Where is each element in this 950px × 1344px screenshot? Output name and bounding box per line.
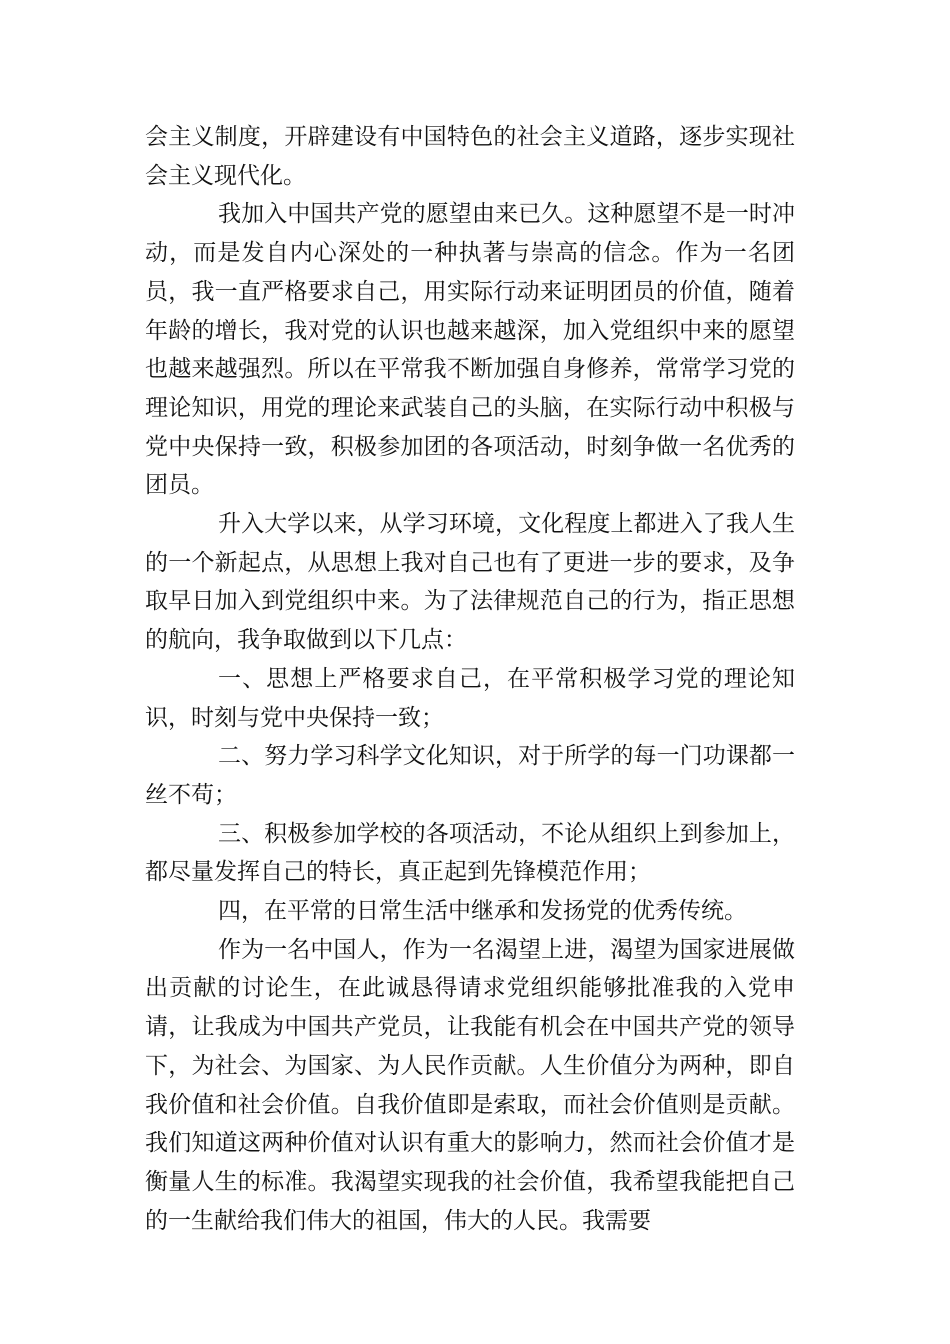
list-item-1: 一、思想上严格要求自己，在平常积极学习党的理论知识，时刻与党中央保持一致； (145, 665, 795, 731)
paragraph-aspiration: 我加入中国共产党的愿望由来已久。这种愿望不是一时冲动，而是发自内心深处的一种执著与崇高的信念。作为一名团员，我一直严格要求自己，用实际行动来证明团员的价值，随着年龄的增长，我对党的认识也越来越深，加入党组织中来的愿望也越来越强烈。所以在平常我不断加强自身修养，常常学习党的理论知识，用党的理论来武装自己的头脑，在实际行动中积极与党中央保持一致，积极参加团的各项活动，时刻争做一名优秀的团员。 (145, 201, 795, 499)
list-item-3: 三、积极参加学校的各项活动，不论从组织上到参加上，都尽量发挥自己的特长，真正起到先锋模范作用； (145, 820, 795, 886)
list-item-2: 二、努力学习科学文化知识，对于所学的每一门功课都一丝不苟； (145, 743, 795, 808)
paragraph-university: 升入大学以来，从学习环境，文化程度上都进入了我人生的一个新起点，从思想上我对自己也有了更进一步的要求，及争取早日加入到党组织中来。为了法律规范自己的行为，指正思想的航向，我争取做到以下几点： (145, 511, 795, 654)
paragraph-continuation: 会主义制度，开辟建设有中国特色的社会主义道路，逐步实现社会主义现代化。 (145, 124, 795, 189)
list-item-4: 四，在平常的日常生活中继承和发扬党的优秀传统。 (218, 898, 747, 925)
paragraph-request: 作为一名中国人，作为一名渴望上进，渴望为国家进展做出贡献的讨论生，在此诚恳得请求党组织能够批准我的入党申请，让我成为中国共产党员，让我能有机会在中国共产党的领导下，为社会、为国家、为人民作贡献。人生价值分为两种，即自我价值和社会价值。自我价值即是索取，而社会价值则是贡献。我们知道这两种价值对认识有重大的影响力，然而社会价值才是衡量人生的标准。我渴望实现我的社会价值，我希望我能把自己的一生献给我们伟大的祖国，伟大的人民。我需要 (145, 936, 795, 1234)
document-body (145, 118, 795, 1240)
